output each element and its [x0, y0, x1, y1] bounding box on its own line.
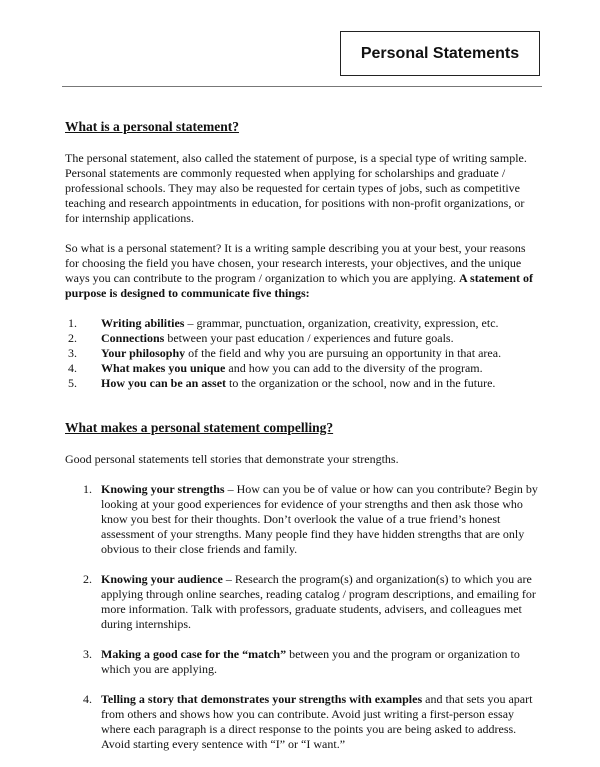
- list-item: [65, 376, 540, 391]
- list-item-text: between your past education / experiences and future goals.: [164, 331, 454, 345]
- list-item-number: 5.: [68, 376, 77, 390]
- list-item-bold: Writing abilities: [101, 316, 185, 330]
- document-body: [65, 119, 540, 767]
- document-title: Personal Statements: [360, 44, 520, 62]
- list-item-bold: How you can be an asset: [101, 376, 227, 390]
- compelling-intro: Good personal statements tell stories that demonstrate your strengths.: [65, 452, 399, 466]
- list-item-text: of the field and why you are pursuing an opportunity in that area.: [185, 346, 502, 360]
- list-item-bold: What makes you unique: [101, 361, 226, 375]
- list-item-number: 1.: [68, 316, 77, 330]
- section-heading-compelling: What makes a personal statement compelling?: [65, 420, 334, 435]
- list-item: [65, 647, 540, 677]
- list-item-bold: Making a good case for the “match”: [101, 647, 287, 661]
- definition-text: So what is a personal statement? It is a writing sample describing you at your best, your reasons for choosing the field you have chosen, your research interests, your objectives, and the unique ways you can contribute to the program / organization to which you are applying.: [65, 241, 526, 285]
- list-item-number: 4.: [68, 361, 77, 375]
- list-item-bold: Your philosophy: [101, 346, 186, 360]
- list-item-bold: Knowing your audience: [101, 572, 223, 586]
- list-item-bold: Connections: [101, 331, 165, 345]
- list-item: [65, 482, 540, 557]
- five-things-list: [65, 316, 540, 391]
- intro-paragraph: The personal statement, also called the statement of purpose, is a special type of writing sample. Personal statements are commonly requested when applying for scholarships and graduate / professional schools. They may also be requested for certain types of jobs, such as competitive teaching and research appointments in education, for positions with non-profit organizations, or for internship applications.: [65, 151, 527, 225]
- list-item-text: – Research the program(s) and organization(s) to which you are applying through online searches, reading catalog / program descriptions, and emailing for more information. Talk with professors, graduate students, advisers, and colleagues met during internships.: [101, 572, 536, 631]
- definition-emphasis: A statement of purpose is designed to communicate five things:: [65, 271, 533, 300]
- list-item: [65, 346, 540, 361]
- list-item: [65, 361, 540, 376]
- list-item-number: 1.: [83, 482, 92, 496]
- list-item-text: between you and the program or organization to which you are applying.: [101, 647, 520, 676]
- list-item-bold: Telling a story that demonstrates your strengths with examples: [101, 692, 423, 706]
- document-title-box: [340, 31, 540, 76]
- list-item: [65, 572, 540, 632]
- list-item-text: to the organization or the school, now and in the future.: [226, 376, 496, 390]
- list-item-number: 2.: [68, 331, 77, 345]
- list-item-text: and how you can add to the diversity of the program.: [225, 361, 483, 375]
- compelling-list: [65, 482, 540, 752]
- list-item-text: – How can you be of value or how can you contribute? Begin by looking at your good experiences for evidence of your strengths and then ask those who know you best for their thoughts. Don’t overlook the value of a true friend’s honest assessment of your strengths. Many people find they have hidden strengths that are only obvious to their close friends and family.: [101, 482, 538, 556]
- list-item: [65, 692, 540, 752]
- list-item-number: 3.: [68, 346, 77, 360]
- list-item-number: 4.: [83, 692, 92, 706]
- list-item-number: 3.: [83, 647, 92, 661]
- list-item-text: – grammar, punctuation, organization, creativity, expression, etc.: [184, 316, 499, 330]
- section-heading-what-is: What is a personal statement?: [65, 119, 239, 134]
- list-item-text: and that sets you apart from others and shows how you can contribute. Avoid just writing a first-person essay where each paragraph is a direct response to the points you are being asked to address. Avoid starting every sentence with “I” or “I want.”: [101, 692, 533, 751]
- list-item: [65, 331, 540, 346]
- list-item-number: 2.: [83, 572, 92, 586]
- list-item: [65, 316, 540, 331]
- header-divider: [62, 86, 542, 87]
- list-item-bold: Knowing your strengths: [101, 482, 225, 496]
- definition-paragraph: [65, 241, 540, 301]
